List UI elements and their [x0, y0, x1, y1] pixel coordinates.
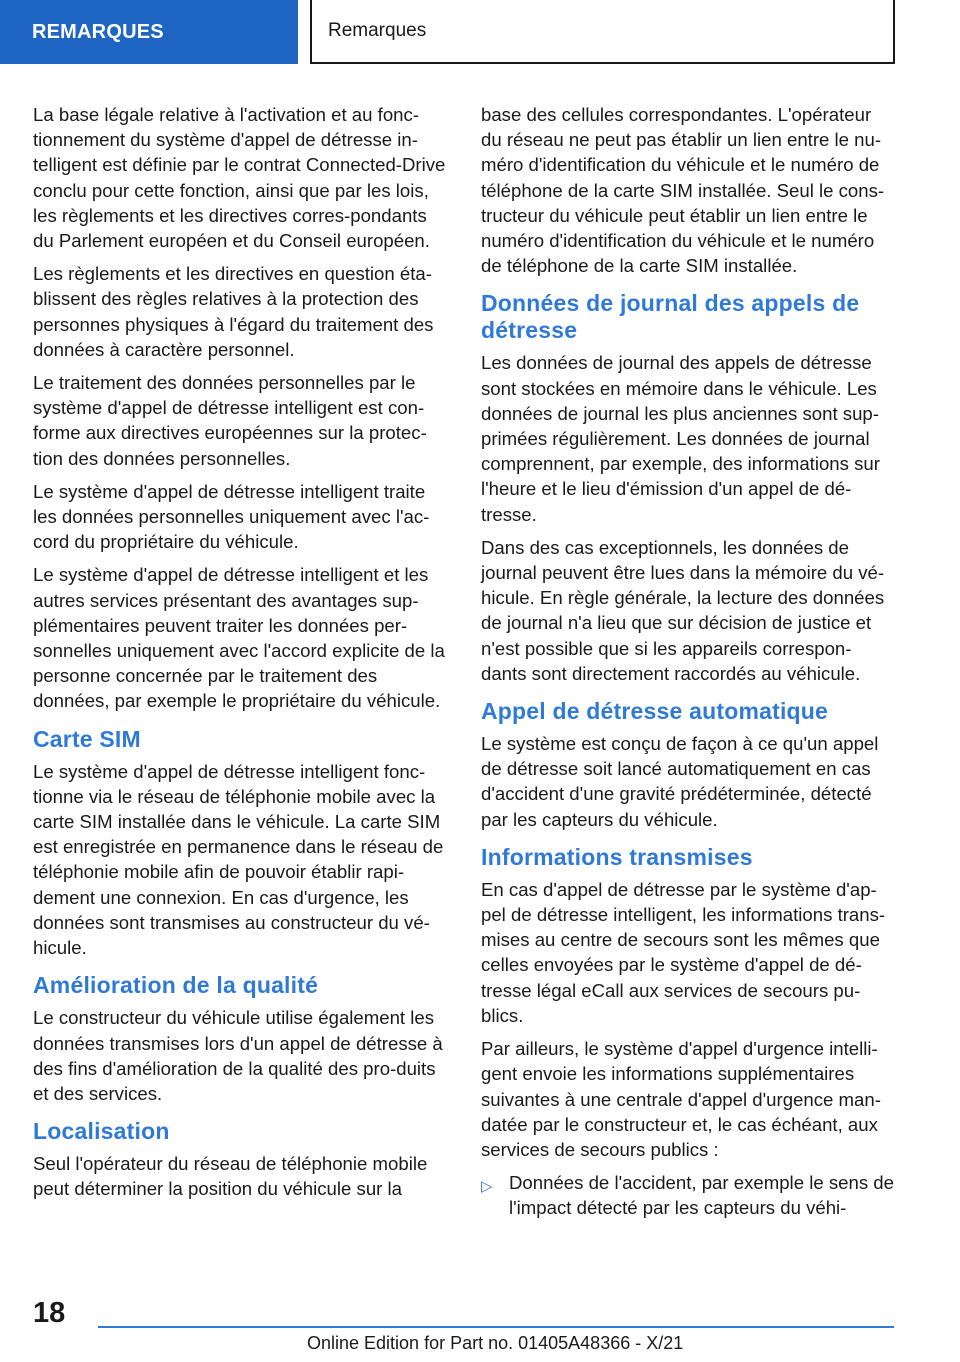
paragraph: Le système d'appel de détresse intelligent fonc-tionne via le réseau de téléphonie mobile avec la carte SIM installée dans le véhicule. La carte SIM est enregistrée en permanence dans le réseau de téléphonie mobile afin de pouvoir établir rapi-dement une connexion. En cas d'urgence, les données sont transmises au constructeur du vé-hicule.	[33, 760, 444, 959]
heading-journal: Données de journal des appels de détresse	[481, 290, 860, 344]
paragraph: Le constructeur du véhicule utilise également les données transmises lors d'un appel de détresse à des fins d'amélioration de la qualité des pro-duits et des services.	[33, 1007, 443, 1104]
triangle-bullet-icon: ▷	[481, 1178, 493, 1196]
heading-sim: Carte SIM	[33, 725, 141, 752]
paragraph: Par ailleurs, le système d'appel d'urgence intelli-gent envoie les informations supplémentaires suivantes à une centrale d'appel d'urgence man-datée par le constructeur et, le cas échéant, aux services de secours publics :	[481, 1038, 881, 1160]
paragraph: Seul l'opérateur du réseau de téléphonie mobile peut déterminer la position du véhicule sur la	[33, 1153, 428, 1200]
section-tab: REMARQUES	[0, 0, 298, 64]
paragraph: base des cellules correspondantes. L'opérateur du réseau ne peut pas établir un lien entre le nu-méro d'identification du véhicule et le numéro de téléphone de la carte SIM installée. Seul le cons-tructeur du véhicule peut établir un lien entre le numéro d'identification du véhicule et le numéro de téléphone de la carte SIM installée.	[481, 104, 885, 277]
list-item-text: Données de l'accident, par exemple le sens de l'impact détecté par les capteurs du véhi-	[509, 1172, 894, 1219]
paragraph: La base légale relative à l'activation et au fonc-tionnement du système d'appel de détresse in-telligent est définie par le contrat Connected-Drive conclu pour cette fonction, ainsi que par les lois, les règlements et les directives corres-pondants du Parlement européen et du Conseil européen.	[33, 104, 446, 252]
paragraph: En cas d'appel de détresse par le système d'ap-pel de détresse intelligent, les informations trans-mises au centre de secours sont les mêmes que celles envoyées par le système d'appel de dé-tresse légal eCall aux services de secours pu-blics.	[481, 878, 886, 1026]
heading-quality: Amélioration de la qualité	[33, 972, 319, 999]
paragraph: Les règlements et les directives en question éta-blissent des règles relatives à la protection des personnes physiques à l'égard du traitement des données à caractère personnel.	[33, 263, 434, 360]
right-column	[481, 102, 895, 1229]
paragraph: Le traitement des données personnelles par le système d'appel de détresse intelligent est con-forme aux directives européennes sur la protec-tion des données personnelles.	[33, 372, 427, 469]
section-title: Remarques	[310, 0, 895, 64]
paragraph: Le système d'appel de détresse intelligent et les autres services présentant des avantages sup-plémentaires peuvent traiter les données per-sonnelles uniquement avec l'accord explicite de la personne concernée par le traitement des données, par exemple le propriétaire du véhicule.	[33, 564, 445, 712]
paragraph: Dans des cas exceptionnels, les données de journal peuvent être lues dans la mémoire du vé-hicule. En règle générale, la lecture des données de journal n'a lieu que sur décision de justice et n'est possible que si les appareils correspon-dants sont directement raccordés au véhicule.	[481, 536, 885, 684]
paragraph: Les données de journal des appels de détresse sont stockées en mémoire dans le véhicule. Les données de journal les plus anciennes sont sup-primées régulièrement. Les données de journal comprennent, par exemple, des informations sur l'heure et le lieu d'émission d'un appel de dé-tresse.	[481, 352, 880, 525]
heading-localisation: Localisation	[33, 1118, 170, 1145]
left-column	[33, 102, 447, 1210]
footer-divider	[98, 1326, 894, 1328]
paragraph: Le système est conçu de façon à ce qu'un appel de détresse soit lancé automatiquement en cas d'accident d'une gravité prédéterminée, détecté par les capteurs du véhicule.	[481, 733, 879, 830]
heading-auto-call: Appel de détresse automatique	[481, 698, 829, 725]
list-item	[481, 1170, 895, 1220]
footer-edition: Online Edition for Part no. 01405A48366 - X/21	[307, 1333, 684, 1353]
page-number: 18	[33, 1297, 66, 1329]
heading-transmitted-info: Informations transmises	[481, 843, 753, 870]
paragraph: Le système d'appel de détresse intelligent traite les données personnelles uniquement avec l'ac-cord du propriétaire du véhicule.	[33, 480, 430, 553]
